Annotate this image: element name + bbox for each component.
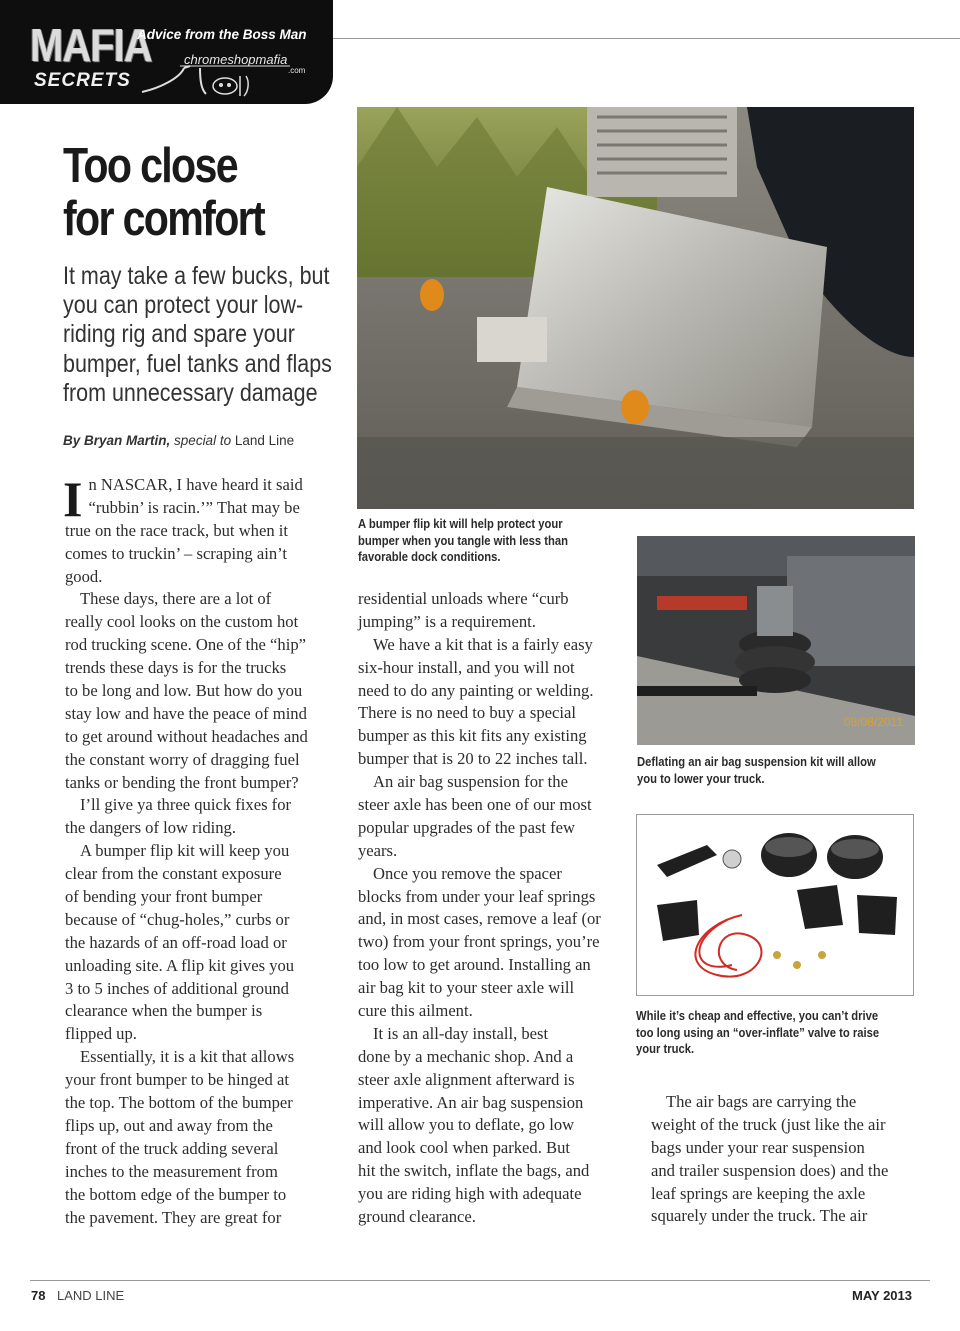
- deck-line: bumper, fuel tanks and flaps: [63, 349, 332, 378]
- text-line: clear from the constant exposure: [65, 864, 282, 884]
- text-line: and trailer suspension does) and the: [651, 1160, 889, 1180]
- text-line: two) from your front springs, you’re: [358, 932, 600, 952]
- article-column-1: [63, 471, 335, 1229]
- site-name: chromeshopmafia: [184, 52, 288, 67]
- text-line: to be long and low. But how do you: [65, 681, 303, 701]
- text-line: steer axle alignment afterward is: [358, 1069, 575, 1089]
- text-line: will allow you to deflate, go low: [358, 1115, 575, 1135]
- caption-line: your truck.: [636, 1042, 695, 1056]
- first-paragraph: [63, 471, 335, 588]
- text-line: stay low and have the peace of mind: [65, 703, 307, 723]
- text-line: bumper as this kit fits any existing: [358, 726, 587, 746]
- text-line: done by a mechanic shop. And a: [358, 1046, 574, 1066]
- text-line: flipped up.: [65, 1024, 137, 1044]
- text-line: cure this ailment.: [358, 1001, 473, 1021]
- headline-line: Too close: [63, 139, 237, 193]
- publication-name: LAND LINE: [57, 1288, 125, 1303]
- text-line: jumping” is a requirement.: [358, 611, 536, 631]
- text-line: steer axle has been one of our most: [358, 795, 592, 815]
- text-line: need to do any painting or welding.: [358, 680, 594, 700]
- text-line: unloading site. A flip kit gives you: [65, 955, 295, 975]
- footer-rule: [30, 1280, 930, 1281]
- logo-sub-text: SECRETS: [34, 70, 131, 91]
- text-line: the bottom edge of the bumper to: [65, 1184, 287, 1204]
- chromeshopmafia-logo: [140, 48, 315, 98]
- article-deck: [63, 262, 332, 408]
- header-rule: [333, 38, 960, 39]
- text-line: ground clearance.: [358, 1207, 476, 1227]
- deck-line: you can protect your low-: [63, 291, 304, 320]
- page-number: 78: [31, 1288, 46, 1303]
- drop-cap: I: [63, 471, 83, 527]
- deck-line: riding rig and spare your: [63, 320, 295, 349]
- text-line: There is no need to buy a special: [358, 703, 576, 723]
- caption-line: bumper when you tangle with less than: [358, 533, 569, 548]
- article-column-2: [358, 588, 618, 1229]
- text-line: rod trucking scene. One of the “hip”: [65, 635, 306, 655]
- text-line: inches to the measurement from: [65, 1161, 278, 1181]
- text-line: These days, there are a lot of: [80, 589, 272, 609]
- bumper-flip-kit-photo: [357, 107, 914, 509]
- text-line: your front bumper to be hinged at: [65, 1070, 289, 1090]
- text-line: years.: [358, 840, 398, 860]
- text-line: blocks from under your leaf springs: [358, 886, 596, 906]
- text-line: comes to truckin’ – scraping ain’t: [65, 543, 287, 563]
- text-line: weight of the truck (just like the air: [651, 1114, 886, 1134]
- headline-line: for comfort: [63, 192, 265, 246]
- issue-date: MAY 2013: [852, 1288, 912, 1303]
- caption-line: While it’s cheap and effective, you can’t drive: [636, 1009, 879, 1023]
- site-suffix: .com: [288, 66, 306, 75]
- text-line: leaf springs are keeping the axle: [651, 1183, 866, 1203]
- text-line: tanks or bending the front bumper?: [65, 772, 299, 792]
- text-line: bumper that is 20 to 22 inches tall.: [358, 749, 588, 769]
- column-1-body: [65, 588, 335, 1229]
- text-line: squarely under the truck. The air: [651, 1206, 868, 1226]
- kit-parts-illustration: [637, 815, 913, 995]
- text-line: Essentially, it is a kit that allows: [80, 1047, 295, 1067]
- text-line: residential unloads where “curb: [358, 589, 569, 608]
- text-line: because of “chug-holes,” curbs or: [65, 909, 290, 929]
- text-line: too low to get around. Installing an: [358, 955, 591, 975]
- text-line: true on the race track, but when it: [65, 520, 289, 540]
- section-tagline: Advice from the Boss Man: [137, 27, 307, 42]
- byline-author: By Bryan Martin,: [63, 433, 171, 448]
- text-line: I’ll give ya three quick fixes for: [80, 795, 292, 815]
- logo-main-text: MAFIA: [30, 20, 152, 72]
- text-line: popular upgrades of the past few: [358, 817, 576, 837]
- text-line: the dangers of low riding.: [65, 818, 236, 838]
- caption-line: too long using an “over-inflate” valve to raise: [636, 1025, 880, 1040]
- text-line: and look cool when parked. But: [358, 1138, 570, 1158]
- text-line: n NASCAR, I have heard it said: [88, 475, 303, 494]
- text-line: the top. The bottom of the bumper: [65, 1093, 293, 1113]
- caption-line: Deflating an air bag suspension kit will allow: [637, 755, 876, 769]
- byline-publication: Land Line: [234, 433, 295, 448]
- caption-line: A bumper flip kit will help protect your: [358, 517, 563, 531]
- deck-line: from unnecessary damage: [63, 378, 318, 407]
- article-headline: [63, 140, 349, 246]
- text-line: Once you remove the spacer: [373, 863, 562, 883]
- text-line: The air bags are carrying the: [666, 1092, 857, 1111]
- caption-line: favorable dock conditions.: [358, 550, 501, 564]
- text-line: good.: [65, 566, 103, 586]
- mafia-secrets-logo: [30, 20, 152, 94]
- text-line: An air bag suspension for the: [373, 772, 568, 792]
- truck-bumper-illustration: [357, 107, 914, 509]
- photo-date-stamp: 08/08/2011: [843, 715, 903, 729]
- text-line: the hazards of an off-road load or: [65, 932, 287, 952]
- air-bag-kit-photo: [636, 814, 914, 996]
- text-line: front of the truck adding several: [65, 1138, 279, 1158]
- text-line: the pavement. They are great for: [65, 1207, 282, 1227]
- article-column-3: [651, 1091, 921, 1228]
- text-line: bags under your rear suspension: [651, 1137, 865, 1157]
- text-line: “rubbin’ is racin.’” That may be: [88, 497, 300, 517]
- bumper-photo-caption: [358, 516, 592, 566]
- text-line: imperative. An air bag suspension: [358, 1092, 584, 1112]
- byline: [63, 433, 294, 448]
- text-line: you are riding high with adequate: [358, 1184, 582, 1204]
- kit-photo-caption: [636, 1008, 906, 1058]
- text-line: six-hour install, and you will not: [358, 657, 575, 677]
- text-line: flips up, out and away from the: [65, 1115, 273, 1135]
- air-bag-suspension-photo: [637, 536, 915, 745]
- text-line: of bending your front bumper: [65, 887, 263, 907]
- text-line: the constant worry of dragging fuel: [65, 749, 300, 769]
- text-line: A bumper flip kit will keep you: [80, 841, 290, 861]
- text-line: It is an all-day install, best: [373, 1023, 549, 1043]
- byline-role: special to: [174, 433, 232, 448]
- text-line: We have a kit that is a fairly easy: [373, 634, 593, 654]
- caption-line: you to lower your truck.: [637, 771, 765, 786]
- text-line: clearance when the bumper is: [65, 1001, 263, 1021]
- text-line: 3 to 5 inches of additional ground: [65, 978, 289, 998]
- air-bag-illustration: [637, 536, 915, 745]
- text-line: to get around without headaches and: [65, 726, 308, 746]
- text-line: really cool looks on the custom hot: [65, 612, 299, 632]
- text-line: hit the switch, inflate the bags, and: [358, 1161, 590, 1181]
- deck-line: It may take a few bucks, but: [63, 262, 330, 290]
- text-line: and, in most cases, remove a leaf (or: [358, 909, 601, 929]
- airbag-photo-caption: [637, 754, 907, 787]
- text-line: trends these days is for the trucks: [65, 658, 287, 678]
- text-line: air bag kit to your steer axle will: [358, 978, 575, 998]
